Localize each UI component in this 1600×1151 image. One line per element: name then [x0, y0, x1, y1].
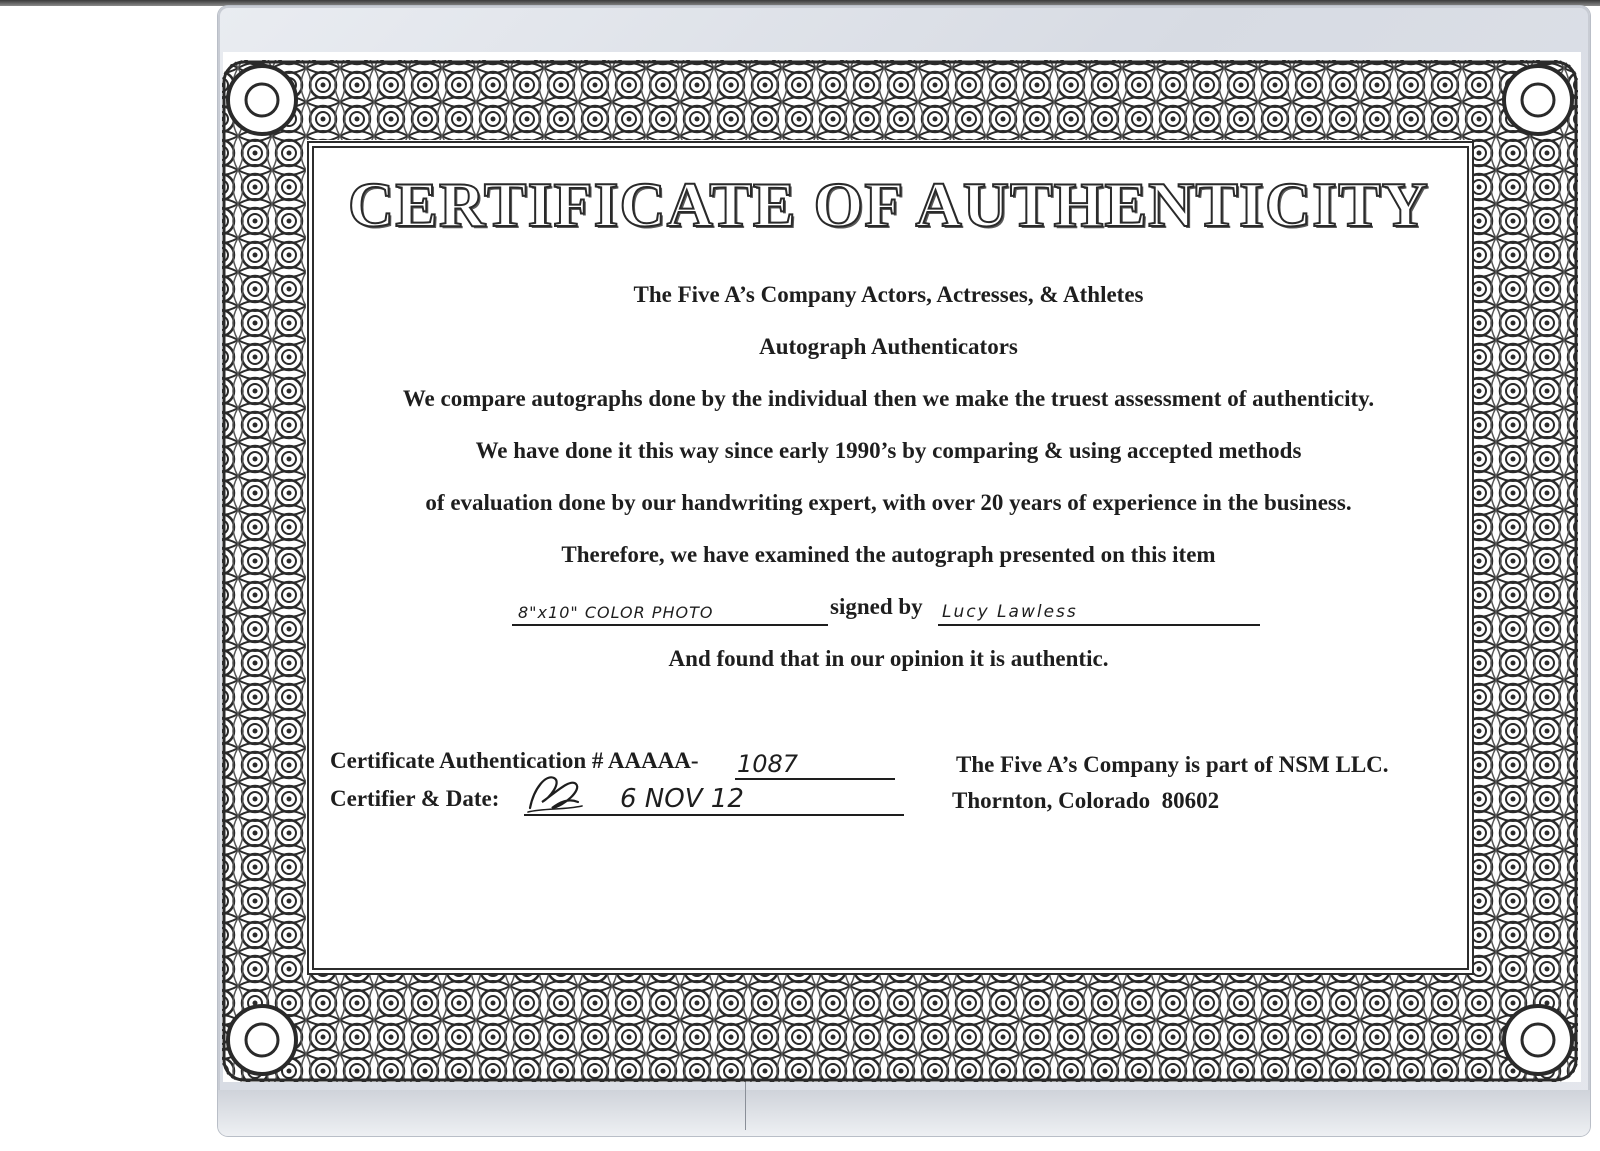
- body-line-1: We compare autographs done by the individual then we make the truest assessment of authenticity.: [402, 386, 1375, 411]
- item-handwritten: 8"x10" COLOR PHOTO: [518, 603, 714, 622]
- body-line-3: of evaluation done by our handwriting expert, with over 20 years of experience in the business.: [425, 490, 1352, 515]
- body-line-4: Therefore, we have examined the autograph presented on this item: [561, 542, 1216, 567]
- cert-number-field: [735, 750, 895, 780]
- signed-by-label: signed by: [830, 594, 923, 619]
- certifier-date-label: Certifier & Date:: [330, 786, 500, 811]
- corner-ornament-top-left: [228, 66, 296, 134]
- corner-ornament-bottom-left: [228, 1006, 296, 1074]
- certifier-initials-signature: [524, 768, 584, 816]
- certificate-title: CERTIFICATE OF AUTHENTICITY: [348, 169, 1429, 240]
- cert-number-label: Certificate Authentication # AAAAA-: [330, 748, 699, 773]
- company-line: The Five A’s Company Actors, Actresses, & Athletes: [633, 282, 1144, 307]
- certifier-date-handwritten: 6 NOV 12: [620, 784, 744, 814]
- company-address: Thornton, Colorado 80602: [952, 788, 1220, 813]
- item-signed-row: [312, 594, 1465, 630]
- corner-ornament-top-right: [1504, 66, 1572, 134]
- cert-number-handwritten: 1087: [737, 750, 799, 778]
- subtitle: Autograph Authenticators: [759, 334, 1018, 359]
- signer-field: [938, 594, 1260, 626]
- opinion-line: And found that in our opinion it is authentic.: [668, 646, 1109, 671]
- certifier-date-field: [524, 784, 904, 816]
- body-line-2: We have done it this way since early 1990’s by comparing & using accepted methods: [475, 438, 1302, 463]
- signer-handwritten: Lucy Lawless: [942, 602, 1078, 622]
- company-note-line-1: The Five A’s Company is part of NSM LLC.: [956, 752, 1389, 777]
- item-field: [512, 594, 828, 626]
- corner-ornament-bottom-right: [1504, 1006, 1572, 1074]
